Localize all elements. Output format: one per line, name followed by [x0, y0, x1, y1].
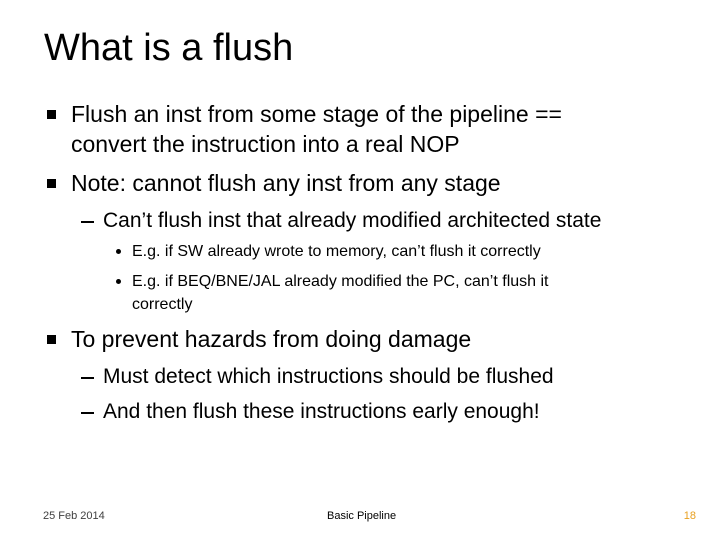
square-bullet-icon: [47, 110, 56, 119]
bullet-flush-line2: convert the instruction into a real NOP: [71, 131, 460, 157]
sub-item-beq-line1: E.g. if BEQ/BNE/JAL already modified the PC, can’t flush it: [132, 273, 549, 290]
page-number: 18: [683, 510, 696, 522]
sub-bullet-cant-flush: Can’t flush inst that already modified architected state: [103, 209, 602, 232]
dash-bullet-icon: [81, 221, 94, 223]
bullet-flush-line1: Flush an inst from some stage of the pipeline ==: [71, 101, 562, 127]
dot-bullet-icon: [116, 249, 121, 254]
slide-title: What is a flush: [44, 27, 294, 69]
dash-bullet-icon: [81, 412, 94, 414]
bullet-prevent-hazards: To prevent hazards from doing damage: [71, 326, 472, 352]
footer-title: Basic Pipeline: [327, 510, 397, 522]
square-bullet-icon: [47, 179, 56, 188]
sub-bullet-detect: Must detect which instructions should be flushed: [103, 365, 554, 388]
sub-item-sw: E.g. if SW already wrote to memory, can’t flush it correctly: [132, 243, 541, 260]
bullet-note: Note: cannot flush any inst from any stage: [71, 170, 501, 196]
square-bullet-icon: [47, 335, 56, 344]
sub-bullet-flush-early: And then flush these instructions early enough!: [103, 400, 540, 423]
footer-date: 25 Feb 2014: [43, 510, 105, 522]
dot-bullet-icon: [116, 279, 121, 284]
sub-item-beq-line2: correctly: [132, 296, 193, 313]
dash-bullet-icon: [81, 377, 94, 379]
